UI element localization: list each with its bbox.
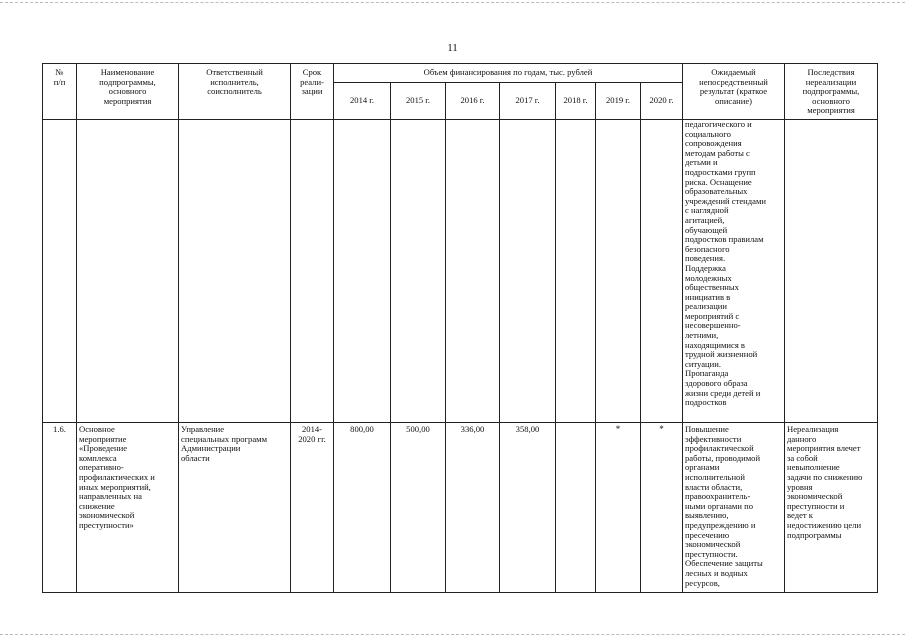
table-row-1-6 <box>43 423 878 593</box>
page-number: 11 <box>447 42 458 54</box>
cell-value-2019: * <box>596 423 641 593</box>
header-term: Срок реали- зации <box>291 64 334 120</box>
header-year: 2014 г. <box>334 83 391 120</box>
cell-value-2016: 336,00 <box>446 423 500 593</box>
cell-value <box>556 120 596 423</box>
header-name: Наименование подпрограммы, основного мероприятия <box>77 64 179 120</box>
cell-value-2014: 800,00 <box>334 423 391 593</box>
cell-executor: Управление специальных программ Администрации области <box>179 423 291 593</box>
header-year: 2020 г. <box>641 83 683 120</box>
cell-value <box>500 120 556 423</box>
cell-consequences: Нереализация данного мероприятия влечет за собой невыполнение задачи по снижению уровня экономической преступности и ведет к недостижению цели подпрограммы <box>785 423 878 593</box>
header-executor: Ответственный исполнитель, соисполнитель <box>179 64 291 120</box>
scan-bottom-edge <box>0 634 905 635</box>
cell-value <box>641 120 683 423</box>
cell-value-2017: 358,00 <box>500 423 556 593</box>
cell-value <box>391 120 446 423</box>
cell-value-2018 <box>556 423 596 593</box>
funding-table <box>42 63 878 593</box>
header-year: 2018 г. <box>556 83 596 120</box>
cell-value <box>446 120 500 423</box>
cell-value-2015: 500,00 <box>391 423 446 593</box>
header-year: 2019 г. <box>596 83 641 120</box>
scan-top-edge <box>0 2 905 3</box>
header-num: № п/п <box>43 64 77 120</box>
cell-value <box>334 120 391 423</box>
cell-name: Основное мероприятие «Проведение комплекса оперативно- профилактических и иных мероприятий, направленных на снижение экономической преступности» <box>77 423 179 593</box>
table-row-continuation <box>43 120 878 423</box>
cell-consequences <box>785 120 878 423</box>
cell-term <box>291 120 334 423</box>
cell-term: 2014- 2020 гг. <box>291 423 334 593</box>
header-funding: Объем финансирования по годам, тыс. рублей <box>334 64 683 83</box>
header-consequences: Последствия нереализации подпрограммы, основного мероприятия <box>785 64 878 120</box>
header-year: 2015 г. <box>391 83 446 120</box>
cell-value <box>596 120 641 423</box>
header-result: Ожидаемый непосредственный результат (краткое описание) <box>683 64 785 120</box>
cell-num: 1.6. <box>43 423 77 593</box>
cell-executor <box>179 120 291 423</box>
header-year: 2016 г. <box>446 83 500 120</box>
cell-result: Повышение эффективности профилактической работы, проводимой органами исполнительной власти области, правоохранитель- ными органами по выявлению, предупреждению и пресечению экономической преступности. Обеспечение защиты лесных и водных ресурсов, <box>683 423 785 593</box>
cell-result: педагогического и социального сопровождения методам работы с детьми и подростками групп риска. Оснащение образовательных учреждений стендами с наглядной агитацией, обучающей подростков правилам безопасного поведения. Поддержка молодежных общественных инициатив в реализации мероприятий с несовершенно- летними, находящимися в трудной жизненной ситуации. Пропаганда здорового образа жизни среди детей и подростков <box>683 120 785 423</box>
cell-value-2020: * <box>641 423 683 593</box>
cell-name <box>77 120 179 423</box>
cell-num <box>43 120 77 423</box>
header-year: 2017 г. <box>500 83 556 120</box>
